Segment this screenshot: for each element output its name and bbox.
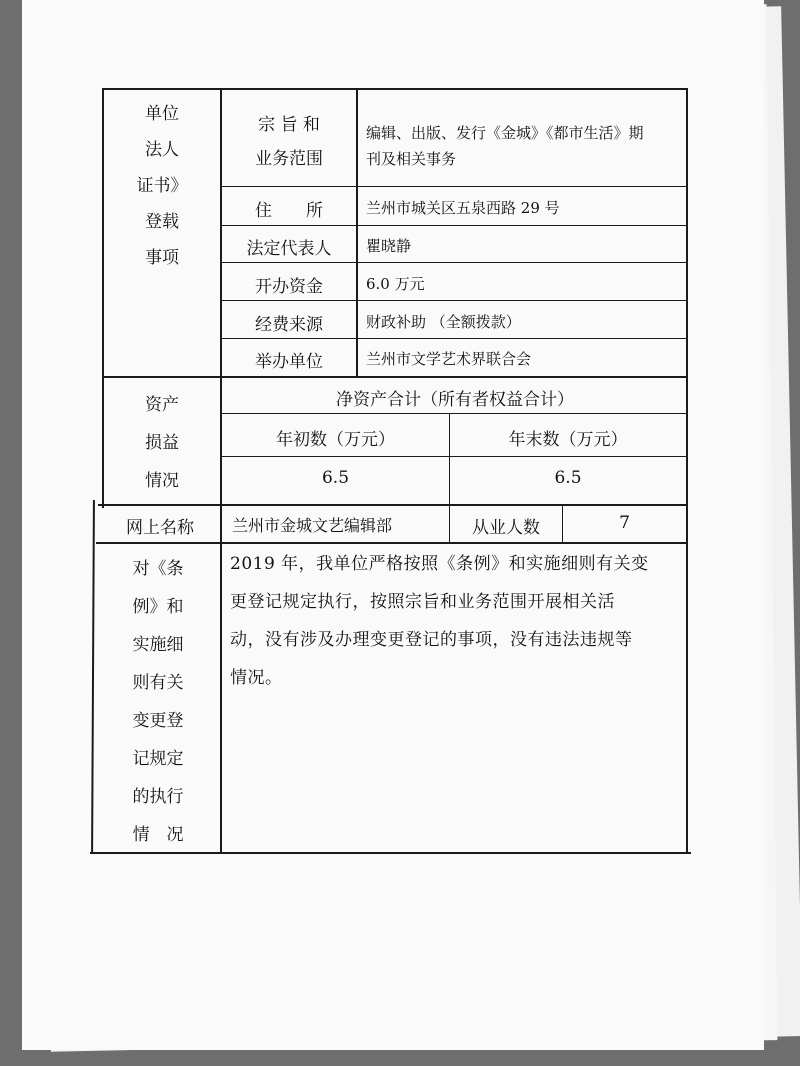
purpose-scope-value: 编辑、出版、发行《金城》《都市生活》期 刊及相关事务 [366, 124, 644, 168]
address-value: 兰州市城关区五泉西路 29 号 [366, 199, 560, 217]
funding-source-value: 财政补助 （全额拨款） [366, 313, 521, 331]
section-divider [98, 504, 688, 506]
end-year-value: 6.5 [554, 468, 582, 488]
staff-count-label: 从业人数 [472, 518, 540, 538]
row-divider [220, 300, 688, 301]
section4-label: 对《条 例》和 实施细 则有关 变更登 记规定 的执行 情 况 [132, 559, 184, 845]
beginning-year-header: 年初数（万元） [276, 430, 395, 450]
online-name-value: 兰州市金城文艺编辑部 [232, 516, 393, 535]
net-assets-header: 净资产合计（所有者权益合计） [336, 390, 574, 410]
legal-representative-label: 法定代表人 [246, 239, 332, 259]
table-border-top [102, 88, 688, 90]
sponsor-unit-label: 举办单位 [255, 352, 323, 372]
start-capital-value: 6.0 万元 [366, 275, 425, 293]
row-divider [220, 338, 688, 339]
section-divider [96, 542, 688, 544]
beginning-year-value: 6.5 [321, 468, 350, 488]
row-divider [220, 413, 688, 414]
funding-source-label: 经费来源 [255, 315, 323, 335]
address-label: 住 所 [255, 201, 323, 221]
purpose-scope-label: 宗 旨 和 业务范围 [255, 115, 323, 169]
end-year-header: 年末数（万元） [508, 430, 628, 450]
row-divider [220, 262, 688, 263]
section1-label: 单位 法人 证书》 登载 事项 [136, 104, 188, 268]
table-border-right [686, 88, 688, 854]
section-divider [102, 376, 688, 378]
legal-representative-value: 瞿晓静 [366, 237, 412, 255]
online-name-label: 网上名称 [126, 518, 194, 538]
section2-label: 资产 损益 情况 [145, 395, 179, 491]
execution-statement: 2019 年，我单位严格按照《条例》和实施细则有关变 更登记规定执行，按照宗旨和业务范围开展相关活 动，没有涉及办理变更登记的事项，没有违法违规等 情况。 [230, 554, 649, 688]
row-divider [220, 186, 688, 187]
staff-count-value: 7 [619, 513, 630, 533]
sublabel-column-divider [356, 88, 358, 376]
row-divider [220, 225, 688, 226]
start-capital-label: 开办资金 [255, 277, 323, 297]
row-divider [220, 456, 688, 457]
sponsor-unit-value: 兰州市文学艺术界联合会 [366, 350, 532, 368]
